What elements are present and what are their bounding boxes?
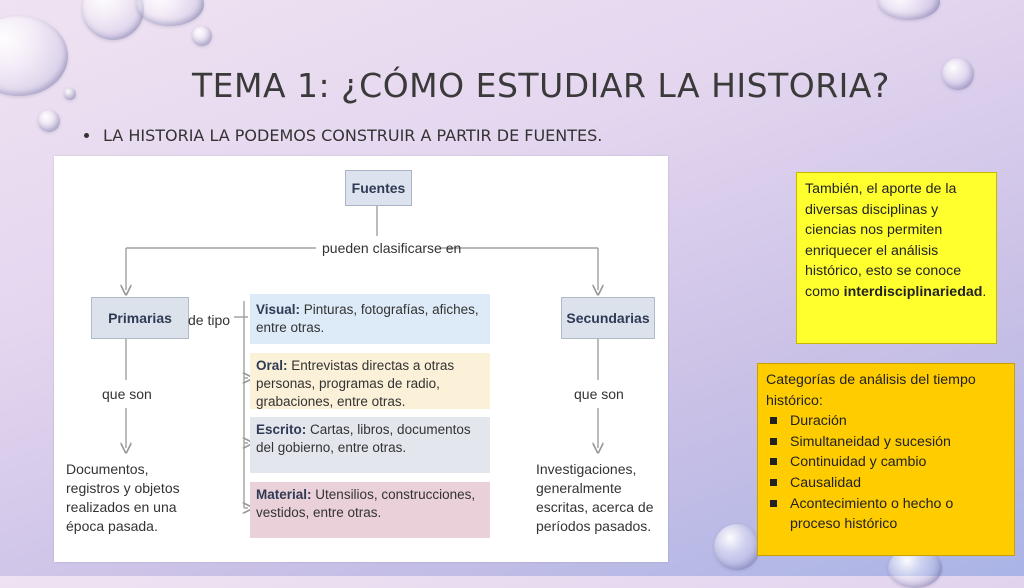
- type-text: Pinturas, fotografías, afiches, entre otras.: [256, 301, 479, 335]
- bubble-decoration: [942, 58, 974, 90]
- bullet-item: [84, 126, 602, 145]
- bubble-decoration: [0, 16, 68, 96]
- type-text: Entrevistas directas a otras personas, programas de radio, grabaciones, entre otras.: [256, 358, 455, 410]
- type-escrito: [250, 417, 490, 473]
- label-of-type: de tipo: [188, 312, 231, 328]
- list-item: Simultaneidad y sucesión: [766, 432, 1006, 453]
- secondary-description: Investigaciones, generalmente escritas, acerca de períodos pasados.: [536, 461, 654, 534]
- label-classify: pueden clasificarse en: [322, 240, 462, 256]
- bubble-decoration: [64, 88, 76, 100]
- primary-description: Documentos, registros y objetos realizados en una época pasada.: [66, 461, 180, 534]
- bubble-decoration: [136, 0, 204, 26]
- bubble-decoration: [38, 110, 60, 132]
- note-interdisciplinary: [796, 172, 997, 344]
- bubble-decoration: [878, 0, 940, 20]
- slide-title: TEMA 1: ¿CÓMO ESTUDIAR LA HISTORIA?: [192, 66, 890, 105]
- bullet-dot: [84, 133, 89, 138]
- categories-list: [766, 411, 1006, 535]
- node-primarias: Primarias: [91, 297, 189, 339]
- type-material: [250, 482, 490, 538]
- node-fuentes: Fuentes: [345, 170, 412, 206]
- bubble-decoration: [192, 26, 212, 46]
- type-name: Material:: [256, 487, 312, 502]
- bullet-text: LA HISTORIA LA PODEMOS CONSTRUIR A PARTIR DE FUENTES.: [103, 126, 603, 145]
- type-text: Utensilios, construcciones, vestidos, entre otras.: [256, 487, 476, 521]
- list-item: Causalidad: [766, 473, 1006, 494]
- note-term: interdisciplinariedad: [843, 283, 983, 300]
- type-name: Visual:: [256, 301, 301, 317]
- type-oral: [250, 353, 490, 409]
- label-que-son-right: que son: [574, 386, 624, 402]
- bubble-decoration: [82, 0, 144, 40]
- categories-heading: Categorías de análisis del tiempo histórico:: [766, 372, 976, 409]
- node-secundarias: Secundarias: [561, 297, 655, 339]
- sources-diagram: [54, 156, 668, 562]
- note-categories: [757, 363, 1015, 556]
- note-text: También, el aporte de la diversas disciplinas y ciencias nos permiten enriquecer el análisis histórico, esto se conoce como: [805, 181, 962, 300]
- type-visual: [250, 294, 490, 344]
- list-item: Acontecimiento o hecho o proceso histórico: [766, 494, 1006, 535]
- list-item: Duración: [766, 411, 1006, 432]
- note-period: .: [982, 283, 987, 300]
- label-que-son-left: que son: [102, 386, 152, 402]
- type-name: Oral:: [256, 358, 288, 373]
- list-item: Continuidad y cambio: [766, 452, 1006, 473]
- bubble-decoration: [714, 524, 760, 570]
- type-text: Cartas, libros, documentos del gobierno, entre otras.: [256, 422, 471, 456]
- type-name: Escrito:: [256, 422, 307, 437]
